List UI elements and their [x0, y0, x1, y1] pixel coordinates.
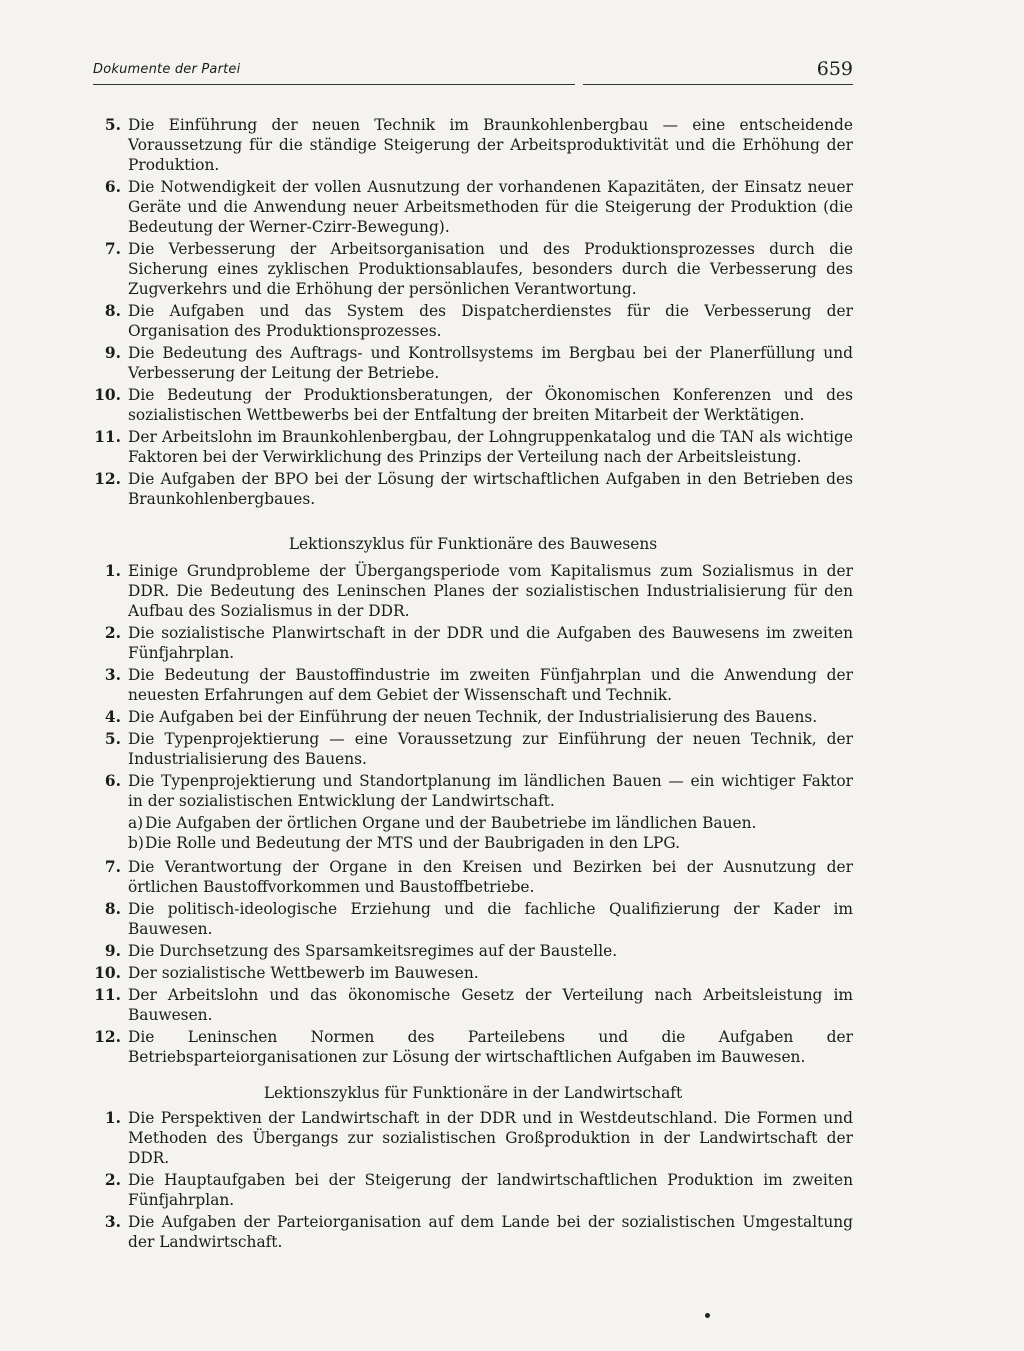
item-text: Die Hauptaufgaben bei der Steigerung der landwirtschaftlichen Produktion im zweiten Fünfjahrplan. [128, 1171, 853, 1209]
list-item [93, 1212, 853, 1252]
item-number: 3. [104, 666, 121, 684]
item-text: Die Bedeutung der Baustoffindustrie im zweiten Fünfjahrplan und die Anwendung der neuesten Erfahrungen auf dem Gebiet der Wissenschaft und Technik. [128, 666, 853, 704]
item-number: 12. [94, 470, 121, 488]
section-2-list [93, 561, 853, 1069]
item-text: Die Perspektiven der Landwirtschaft in der DDR und in Westdeutschland. Die Formen und Methoden des Übergangs zur sozialistischen Großproduktion in der Landwirtschaft der DDR. [128, 1109, 853, 1167]
list-item [93, 963, 853, 983]
list-item [93, 1108, 853, 1168]
item-number: 8. [104, 302, 121, 320]
item-text: Die Typenprojektierung und Standortplanung im ländlichen Bauen — ein wichtiger Faktor in der sozialistischen Entwicklung der Landwirtschaft. [128, 772, 853, 810]
item-text: Die Notwendigkeit der vollen Ausnutzung der vorhandenen Kapazitäten, der Einsatz neuer Geräte und die Anwendung neuer Arbeitsmethoden für die Steigerung der Produktion (die Bedeutung der Werner-Czirr-Bewegung). [128, 178, 853, 236]
item-text: Die Bedeutung der Produktionsberatungen, der Ökonomischen Konferenzen und des sozialistischen Wettbewerbs bei der Entfaltung der breiten Mitarbeit der Werktätigen. [128, 386, 853, 424]
sub-item [93, 833, 853, 853]
running-head: Dokumente der Partei [93, 62, 241, 77]
item-text: Die Bedeutung des Auftrags- und Kontrollsystems im Bergbau bei der Planerfüllung und Verbesserung der Leitung der Betriebe. [128, 344, 853, 382]
item-text: Der Arbeitslohn und das ökonomische Gesetz der Verteilung nach Arbeitsleistung im Bauwesen. [128, 986, 853, 1024]
item-number: 9. [104, 942, 121, 960]
page-header [93, 58, 853, 88]
item-number: 5. [104, 116, 121, 134]
item-text: Die Aufgaben und das System des Dispatcherdienstes für die Verbesserung der Organisation des Produktionsprozesses. [128, 302, 853, 340]
item-text: Die Aufgaben bei der Einführung der neuen Technik, der Industrialisierung des Bauens. [128, 708, 818, 726]
item-text: Die Einführung der neuen Technik im Braunkohlenbergbau — eine entscheidende Voraussetzung für die ständige Steigerung der Arbeitsproduktivität und die Erhöhung der Produktion. [128, 116, 853, 174]
list-item [93, 469, 853, 509]
item-number: 10. [94, 386, 121, 404]
list-item [93, 623, 853, 663]
sub-item-text: Die Rolle und Bedeutung der MTS und der Baubrigaden in den LPG. [145, 834, 681, 852]
item-number: 2. [104, 1171, 121, 1189]
item-number: 10. [94, 964, 121, 982]
item-number: 1. [104, 562, 121, 580]
item-number: 6. [104, 772, 121, 790]
item-number: 11. [94, 986, 121, 1004]
item-number: 7. [104, 858, 121, 876]
item-text: Die Aufgaben der BPO bei der Lösung der wirtschaftlichen Aufgaben in den Betrieben des Braunkohlenbergbaues. [128, 470, 853, 508]
item-number: 1. [104, 1109, 121, 1127]
list-item [93, 115, 853, 175]
list-item [93, 301, 853, 341]
sub-item [93, 813, 853, 833]
list-item [93, 771, 853, 811]
list-item [93, 343, 853, 383]
list-item [93, 239, 853, 299]
item-number: 2. [104, 624, 121, 642]
list-item [93, 385, 853, 425]
item-text: Die Verantwortung der Organe in den Kreisen und Bezirken bei der Ausnutzung der örtlichen Baustoffvorkommen und Baustoffbetriebe. [128, 858, 853, 896]
list-item [93, 857, 853, 897]
item-text: Der Arbeitslohn im Braunkohlenbergbau, der Lohngruppenkatalog und die TAN als wichtige Faktoren bei der Verwirklichung des Prinzips der Verteilung nach der Arbeitsleistung. [128, 428, 853, 466]
section-2-title: Lektionszyklus für Funktionäre des Bauwesens [288, 535, 658, 553]
sub-item-letter: b) [128, 834, 144, 852]
sub-item-text: Die Aufgaben der örtlichen Organe und der Baubetriebe im ländlichen Bauen. [145, 814, 757, 832]
item-number: 9. [104, 344, 121, 362]
list-item [93, 899, 853, 939]
item-number: 7. [104, 240, 121, 258]
item-text: Die Durchsetzung des Sparsamkeitsregimes auf der Baustelle. [128, 942, 618, 960]
item-text: Die politisch-ideologische Erziehung und die fachliche Qualifizierung der Kader im Bauwesen. [128, 900, 853, 938]
section-1-list [93, 115, 853, 511]
list-item [93, 707, 853, 727]
item-number: 6. [104, 178, 121, 196]
item-text: Der sozialistische Wettbewerb im Bauwesen. [128, 964, 479, 982]
item-number: 11. [94, 428, 121, 446]
list-item [93, 1170, 853, 1210]
list-item [93, 985, 853, 1025]
item-text: Die Leninschen Normen des Parteilebens und die Aufgaben der Betriebsparteiorganisationen zur Lösung der wirtschaftlichen Aufgaben im Bauwesen. [128, 1028, 853, 1066]
list-item [93, 729, 853, 769]
ink-speck [705, 1313, 710, 1318]
item-text: Die Typenprojektierung — eine Voraussetzung zur Einführung der neuen Technik, der Industrialisierung des Bauens. [128, 730, 853, 768]
list-item [93, 1027, 853, 1067]
header-rule-right [583, 84, 853, 85]
section-3-list [93, 1108, 853, 1254]
list-item [93, 427, 853, 467]
item-number: 5. [104, 730, 121, 748]
list-item [93, 561, 853, 621]
item-text: Die sozialistische Planwirtschaft in der DDR und die Aufgaben des Bauwesens im zweiten Fünfjahrplan. [128, 624, 853, 662]
item-number: 12. [94, 1028, 121, 1046]
sub-item-letter: a) [128, 814, 144, 832]
item-text: Die Verbesserung der Arbeitsorganisation und des Produktionsprozesses durch die Sicherung eines zyklischen Produktionsablaufes, besonders durch die Verbesserung des Zugverkehrs und die Erhöhung der persönlichen Verantwortung. [128, 240, 853, 298]
item-text: Die Aufgaben der Parteiorganisation auf dem Lande bei der sozialistischen Umgestaltung der Landwirtschaft. [128, 1213, 853, 1251]
item-number: 8. [104, 900, 121, 918]
header-rule-left [93, 84, 575, 85]
page-number: 659 [816, 58, 853, 80]
item-number: 3. [104, 1213, 121, 1231]
list-item [93, 177, 853, 237]
section-3-title: Lektionszyklus für Funktionäre in der Landwirtschaft [263, 1084, 683, 1102]
list-item [93, 941, 853, 961]
item-number: 4. [104, 708, 121, 726]
list-item [93, 665, 853, 705]
item-text: Einige Grundprobleme der Übergangsperiode vom Kapitalismus zum Sozialismus in der DDR. Die Bedeutung des Leninschen Planes der sozialistischen Industrialisierung für den Aufbau des Sozialismus in der DDR. [128, 562, 853, 620]
